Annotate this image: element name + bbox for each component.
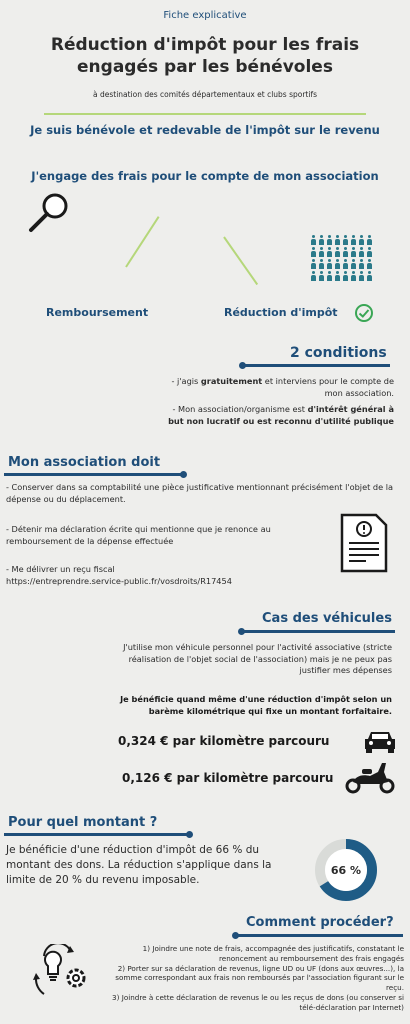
person-icon [342,259,348,269]
person-icon [326,259,332,269]
person-icon [318,235,324,245]
person-icon [342,247,348,257]
person-icon [326,247,332,257]
person-icon [334,259,340,269]
donut-chart [312,836,380,904]
person-icon [334,235,340,245]
person-icon [358,247,364,257]
person-icon [318,259,324,269]
page-title [20,34,390,78]
option-reduction: Réduction d'impôt [224,306,338,319]
person-icon [350,271,356,281]
person-icon [334,247,340,257]
person-icon [366,271,372,281]
kicker: Fiche explicative [163,10,247,21]
amount-rule [4,833,188,836]
association-rule [4,473,182,476]
statement-expenses: J'engage des frais pour le compte de mon association [31,169,379,183]
procedure-rule [237,934,403,937]
association-item-3: - Me délivrer un reçu fiscal [6,564,115,574]
procedure-step-2: 2) Porter sur sa déclaration de revenus, ligne UD ou UF (dons aux œuvres...), la somme correspondant aux frais non remboursés par l'association figurant sur le reçu. [115,963,404,993]
option-remboursement: Remboursement [46,306,149,319]
person-icon [342,235,348,245]
person-icon [366,235,372,245]
person-icon [358,235,364,245]
person-icon [326,271,332,281]
amount-title: Pour quel montant ? [8,815,158,830]
check-circle-icon [354,303,374,323]
condition-1-bold: gratuitement [200,376,263,386]
car-icon [362,729,398,755]
person-icon [310,259,316,269]
person-icon [366,247,372,257]
procedure-step-1: 1) Joindre une note de frais, accompagnée des justificatifs, constatant le renoncement au remboursement des frais engagés [142,944,404,963]
person-icon [334,271,340,281]
people-crowd-icon [310,235,373,281]
branch-line-left [125,216,159,267]
amount-text: Je bénéficie d'une réduction d'impôt de 66 % du montant des dons. La réduction s'applique dans la limite de 20 % du revenu imposable. [6,844,272,886]
branch-line-right [223,236,258,285]
rate-car: 0,324 € par kilomètre parcouru [118,734,330,748]
association-item-1: - Conserver dans sa comptabilité une pièce justificative mentionnant précisément l'objet de la dépense ou du déplacement. [6,482,394,504]
procedure-title: Comment procéder? [246,915,394,930]
condition-2-bold: d'intérêt général à but non lucratif ou est reconnu d'utilité publique [168,404,394,426]
donut-label: 66 % [330,864,362,877]
association-item-2: - Détenir ma déclaration écrite qui mentionne que je renonce au remboursement de la dépense effectuée [6,524,271,546]
rule-dot [180,471,187,478]
scooter-icon [344,760,396,794]
rule-dot [186,831,193,838]
receipt-link[interactable]: https://entreprendre.service-public.fr/vosdroits/R17454 [6,576,232,586]
conditions-title: 2 conditions [290,345,387,361]
rate-scooter: 0,126 € par kilomètre parcouru [122,771,334,785]
document-warning-icon [338,512,390,574]
gears-lightbulb-icon [30,944,94,1004]
title-line-2: engagés par les bénévoles [77,57,333,77]
person-icon [350,235,356,245]
statement-taxpayer: Je suis bénévole et redevable de l'impôt sur le revenu [30,123,380,137]
person-icon [350,259,356,269]
magnifier-icon [26,190,72,236]
person-icon [358,271,364,281]
condition-1-post: et interviens pour le compte de mon association. [262,376,394,398]
person-icon [358,259,364,269]
vehicles-note: Je bénéficie quand même d'une réduction d'impôt selon un barème kilométrique qui fixe un montant forfaitaire. [120,694,392,716]
person-icon [318,247,324,257]
person-icon [310,247,316,257]
procedure-step-3: 3) Joindre à cette déclaration de revenus le ou les reçus de dons (ou conserver si télé-déclaration par Internet) [112,992,404,1012]
condition-2-pre: - Mon association/organisme est [172,404,308,414]
procedure-steps [110,944,404,1013]
person-icon [366,259,372,269]
person-icon [342,271,348,281]
person-icon [350,247,356,257]
conditions-rule [244,364,390,367]
vehicles-title: Cas des véhicules [262,611,392,626]
vehicles-rule [243,630,395,633]
person-icon [326,235,332,245]
subtitle: à destination des comités départementaux et clubs sportifs [92,90,318,99]
condition-1 [160,376,394,399]
vehicles-intro: J'utilise mon véhicule personnel pour l'activité associative (stricte réalisation de l'objet social de l'association) mais je ne peux pas justifier mes dépenses [123,642,392,675]
title-line-1: Réduction d'impôt pour les frais [50,35,360,55]
header-divider [44,113,366,115]
person-icon [310,235,316,245]
person-icon [310,271,316,281]
condition-1-pre: - j'agis [171,376,201,386]
condition-2 [160,404,394,427]
association-title: Mon association doit [8,455,161,470]
person-icon [318,271,324,281]
